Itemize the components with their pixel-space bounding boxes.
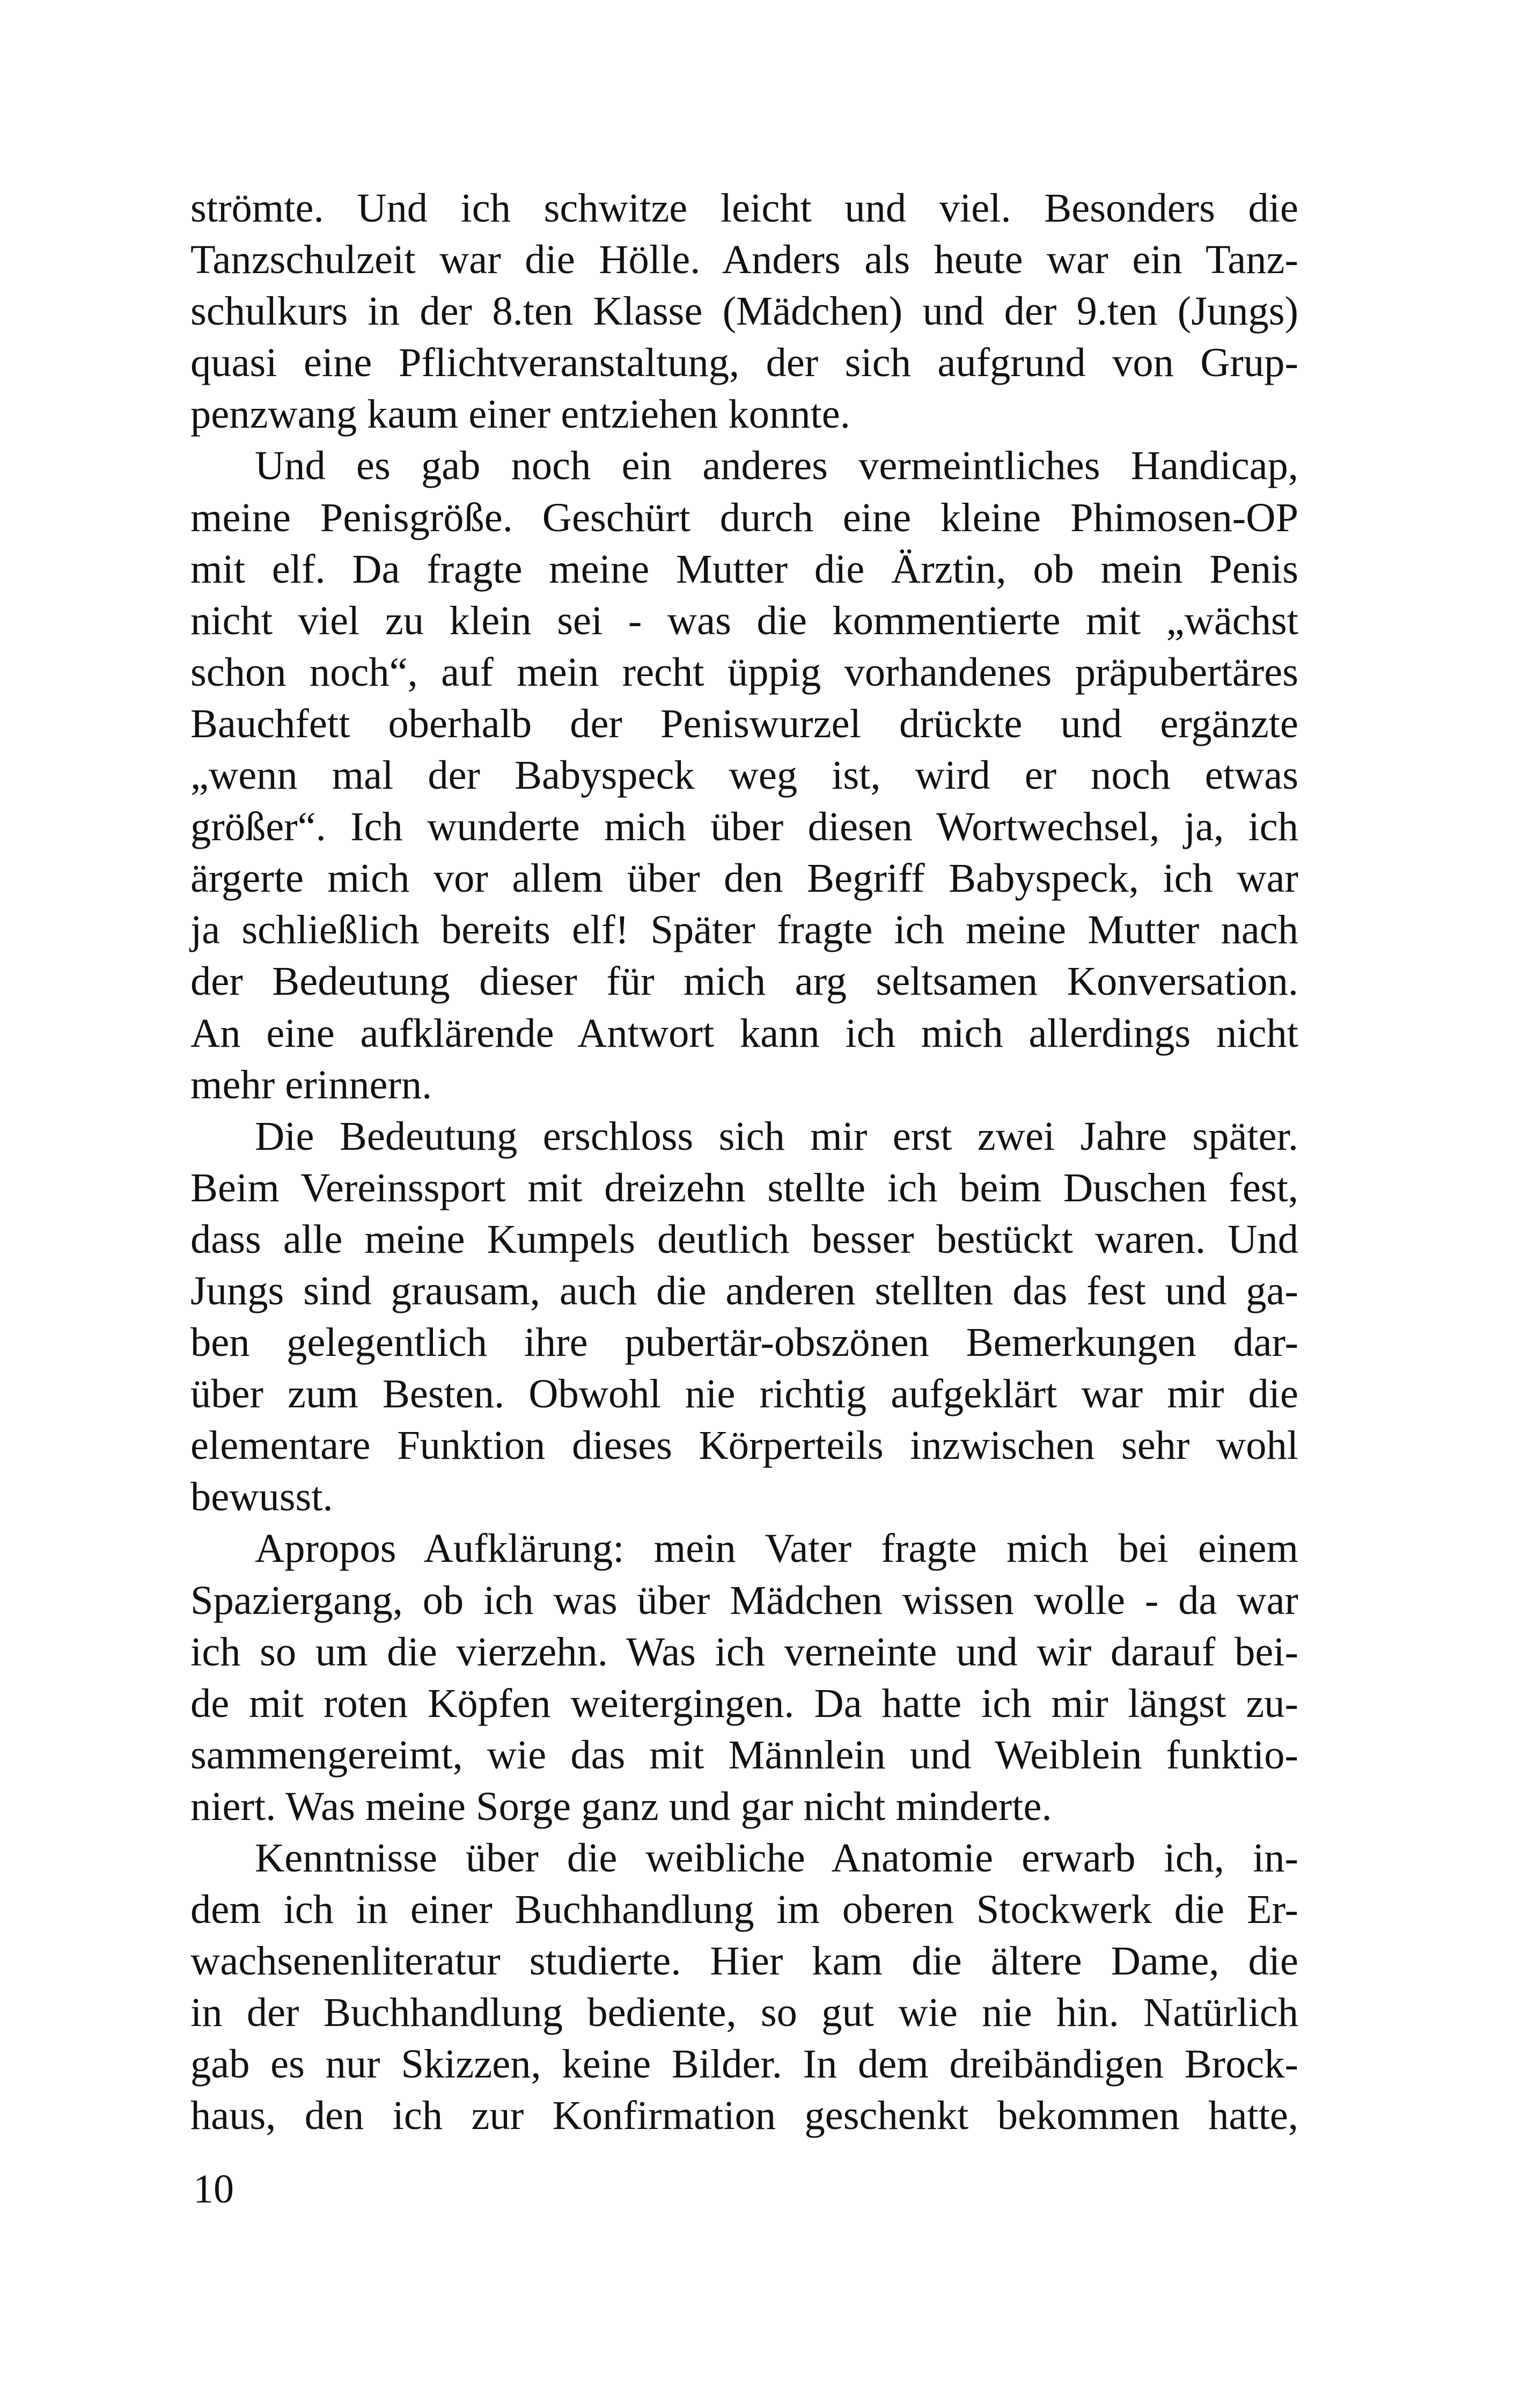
text-line: mit elf. Da fragte meine Mutter die Ärztin, ob mein Penis [190,546,1298,592]
text-line: Und es gab noch ein anderes vermeintliches Handicap, [255,443,1298,489]
text-line: mehr erinnern. [190,1061,432,1107]
text-line: de mit roten Köpfen weitergingen. Da hatte ich mir längst zu- [190,1680,1298,1726]
text-line: strömte. Und ich schwitze leicht und viel. Besonders die [190,185,1298,231]
text-line: niert. Was meine Sorge ganz und gar nicht minderte. [190,1783,1052,1829]
text-line: Spaziergang, ob ich was über Mädchen wissen wolle - da war [190,1577,1298,1623]
text-line: Beim Vereinssport mit dreizehn stellte ich beim Duschen fest, [190,1164,1298,1210]
text-line: Jungs sind grausam, auch die anderen stellten das fest und ga- [190,1267,1298,1313]
text-line: Apropos Aufklärung: mein Vater fragte mich bei einem [255,1525,1298,1572]
text-line: quasi eine Pflichtveranstaltung, der sich aufgrund von Grup- [190,340,1298,386]
text-line: über zum Besten. Obwohl nie richtig aufgeklärt war mir die [190,1371,1298,1417]
text-line: sammengereimt, wie das mit Männlein und Weiblein funktio- [190,1731,1298,1778]
text-line: ben gelegentlich ihre pubertär-obszönen Bemerkungen dar- [190,1319,1298,1365]
text-line: meine Penisgröße. Geschürt durch eine kleine Phimosen-OP [190,494,1298,540]
text-line: schulkurs in der 8.ten Klasse (Mädchen) und der 9.ten (Jungs) [190,288,1298,334]
text-line: schon noch“, auf mein recht üppig vorhandenes präpubertäres [190,649,1298,695]
body-text [190,182,1298,2142]
text-line: ich so um die vierzehn. Was ich verneinte und wir darauf bei- [190,1628,1298,1675]
text-line: „wenn mal der Babyspeck weg ist, wird er noch etwas [190,752,1298,798]
text-line: dem ich in einer Buchhandlung im oberen Stockwerk die Er- [190,1886,1298,1933]
text-line: elementare Funktion dieses Körperteils inzwischen sehr wohl [190,1422,1298,1469]
text-line: gab es nur Skizzen, keine Bilder. In dem dreibändigen Brock- [190,2041,1298,2087]
text-line: größer“. Ich wunderte mich über diesen Wortwechsel, ja, ich [190,804,1298,850]
text-line: penzwang kaum einer entziehen konnte. [190,391,850,437]
text-line: der Bedeutung dieser für mich arg seltsamen Konversation. [190,958,1298,1004]
text-line: Die Bedeutung erschloss sich mir erst zwei Jahre später. [255,1113,1298,1159]
text-line: An eine aufklärende Antwort kann ich mich allerdings nicht [190,1010,1298,1056]
text-line: ärgerte mich vor allem über den Begriff Babyspeck, ich war [190,855,1298,901]
text-line: bewusst. [190,1474,333,1520]
text-line: ja schließlich bereits elf! Später fragte ich meine Mutter nach [190,907,1298,953]
text-line: in der Buchhandlung bediente, so gut wie nie hin. Natürlich [190,1989,1298,2036]
text-line: Kenntnisse über die weibliche Anatomie erwarb ich, in- [255,1835,1298,1881]
text-line: haus, den ich zur Konfirmation geschenkt bekommen hatte, [190,2093,1298,2139]
text-line: wachsenenliteratur studierte. Hier kam die ältere Dame, die [190,1938,1298,1984]
text-line: Tanzschulzeit war die Hölle. Anders als heute war ein Tanz- [190,237,1298,283]
text-line: dass alle meine Kumpels deutlich besser bestückt waren. Und [190,1216,1298,1262]
page-number: 10 [193,2167,234,2212]
text-line: nicht viel zu klein sei - was die kommentierte mit „wächst [190,597,1298,643]
text-line: Bauchfett oberhalb der Peniswurzel drückte und ergänzte [190,700,1298,746]
